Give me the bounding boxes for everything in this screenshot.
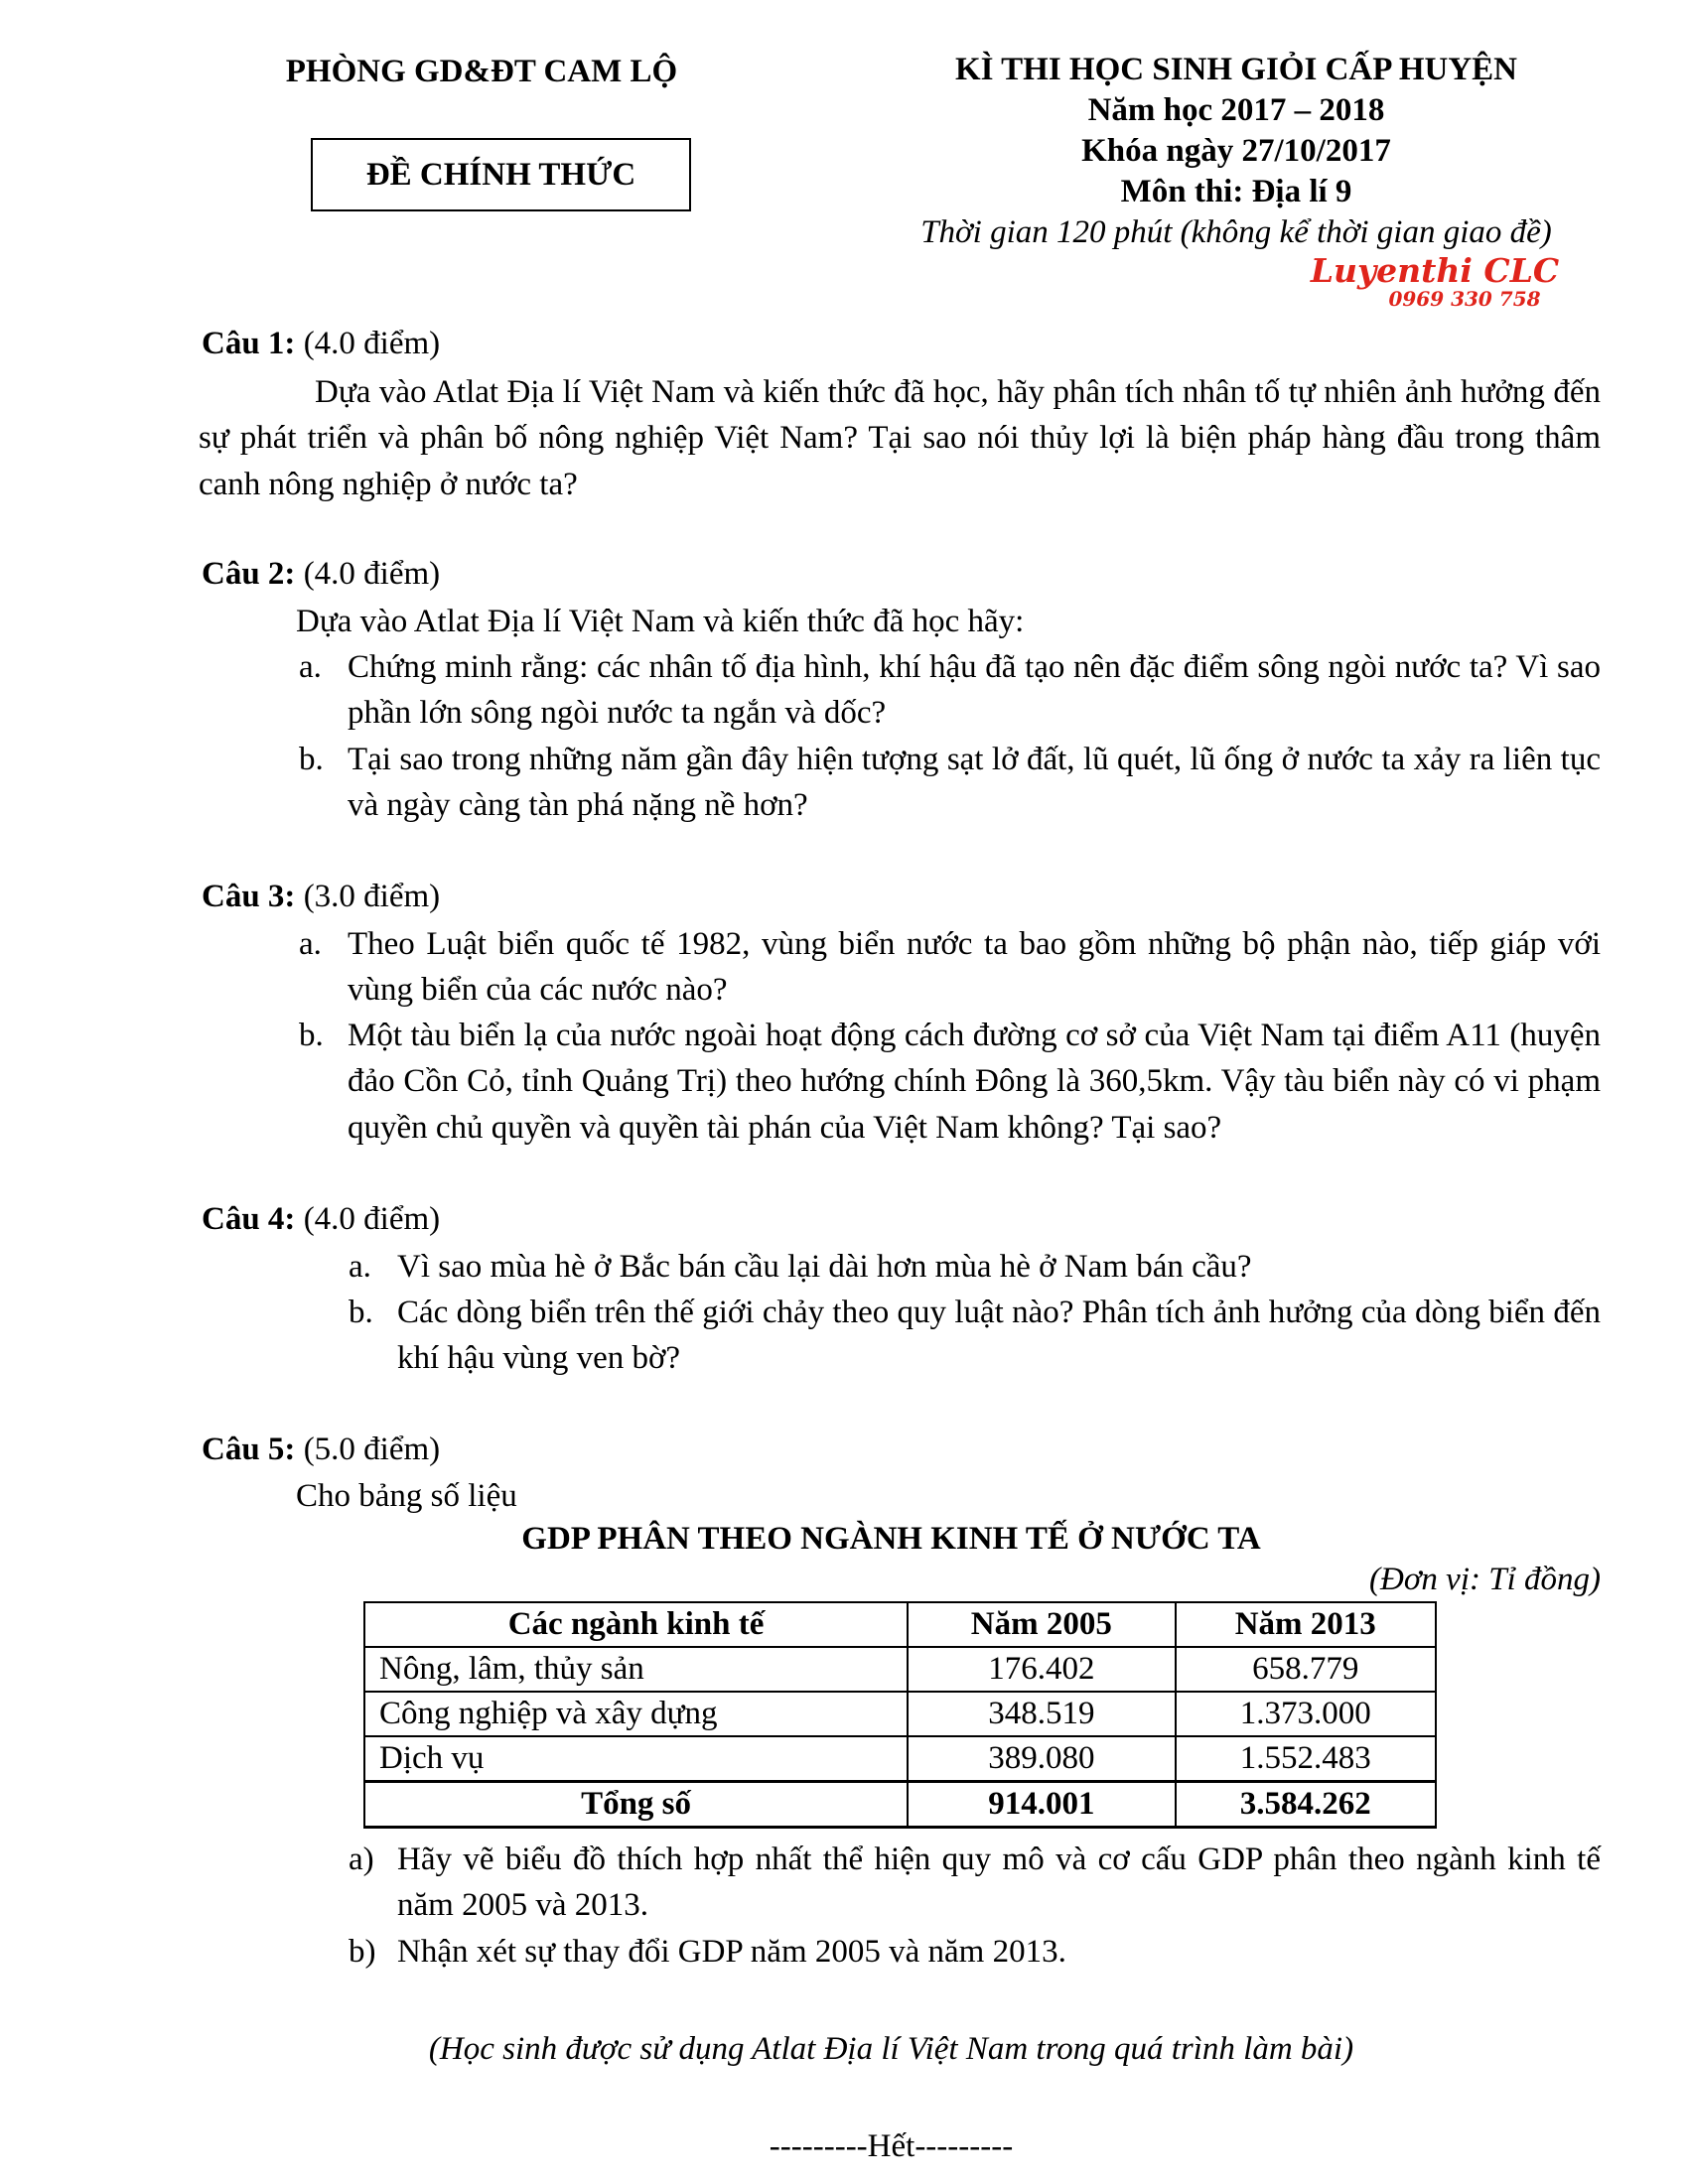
exam-header <box>874 50 1599 253</box>
item-text: Nhận xét sự thay đổi GDP năm 2005 và năm 2013. <box>397 1934 1066 1970</box>
question-1-title <box>202 321 440 366</box>
exam-date: Khóa ngày 27/10/2017 <box>1081 133 1391 169</box>
question-points: (3.0 điểm) <box>303 879 441 914</box>
item-text: Các dòng biển trên thế giới chảy theo quy luật nào? Phân tích ảnh hưởng của dòng biển đến khí hậu vùng ven bờ? <box>397 1295 1601 1377</box>
item-marker: a) <box>349 1842 374 1877</box>
question-2-item-a <box>299 644 1601 737</box>
question-4-item-b <box>349 1290 1601 1382</box>
question-5-item-b <box>349 1929 1601 1975</box>
table-row <box>364 1736 1436 1782</box>
logo-phone: 0969 330 758 <box>1388 287 1541 311</box>
question-4-item-a <box>349 1244 1601 1290</box>
item-marker: a. <box>349 1249 371 1285</box>
department-name: PHÒNG GD&ĐT CAM LỘ <box>285 54 678 89</box>
total-2005: 914.001 <box>908 1782 1175 1828</box>
question-3-item-a <box>299 921 1601 1014</box>
end-mark: ---------Hết--------- <box>769 2128 1014 2164</box>
question-points: (4.0 điểm) <box>303 556 441 592</box>
sector-name: Công nghiệp và xây dựng <box>364 1692 908 1736</box>
value-2005: 389.080 <box>908 1736 1175 1782</box>
item-marker: b. <box>349 1295 373 1330</box>
question-label: Câu 4: <box>202 1201 296 1237</box>
question-points: (4.0 điểm) <box>303 1201 441 1237</box>
column-header: Các ngành kinh tế <box>364 1602 908 1647</box>
item-text: Một tàu biển lạ của nước ngoài hoạt động cách đường cơ sở của Việt Nam tại điểm A11 (huyện đảo Cồn Cỏ, tỉnh Quảng Trị) theo hướng chính Đông là 360,5km. Vậy tàu biển này có vi phạm quyền chủ quyền và quyền tài phán của Việt Nam không? Tại sao? <box>348 1018 1601 1146</box>
logo-brand: Luyenthi CLC <box>1310 251 1560 290</box>
footer-note: (Học sinh được sử dụng Atlat Địa lí Việt Nam trong quá trình làm bài) <box>428 2031 1354 2067</box>
luyenthi-logo <box>1281 251 1589 311</box>
question-2-title <box>202 551 440 597</box>
value-2013: 1.552.483 <box>1176 1736 1436 1782</box>
total-label: Tổng số <box>364 1782 908 1828</box>
value-2005: 176.402 <box>908 1647 1175 1692</box>
table-row <box>364 1647 1436 1692</box>
official-exam-box <box>311 138 691 211</box>
question-5-title <box>202 1427 440 1472</box>
question-5-item-a <box>349 1837 1601 1929</box>
exam-duration: Thời gian 120 phút (không kể thời gian giao đề) <box>920 214 1552 250</box>
question-points: (4.0 điểm) <box>303 326 441 361</box>
table-total-row <box>364 1782 1436 1828</box>
gdp-table <box>363 1601 1437 1829</box>
item-marker: b. <box>299 742 324 777</box>
school-year: Năm học 2017 – 2018 <box>1087 92 1385 128</box>
item-text: Theo Luật biển quốc tế 1982, vùng biển nước ta bao gồm những bộ phận nào, tiếp giáp với vùng biển của các nước nào? <box>348 926 1601 1009</box>
exam-title: KÌ THI HỌC SINH GIỎI CẤP HUYỆN <box>955 52 1517 87</box>
item-text: Tại sao trong những năm gần đây hiện tượng sạt lở đất, lũ quét, lũ ống ở nước ta xảy ra liên tục và ngày càng tàn phá nặng nề hơn? <box>348 742 1601 824</box>
question-label: Câu 2: <box>202 556 296 592</box>
question-3-item-b <box>299 1013 1601 1151</box>
item-marker: b) <box>349 1934 376 1970</box>
question-1-text: Dựa vào Atlat Địa lí Việt Nam và kiến thức đã học, hãy phân tích nhân tố tự nhiên ảnh hưởng đến sự phát triển và phân bố nông nghiệp Việt Nam? Tại sao nói thủy lợi là biện pháp hàng đầu trong thâm canh nông nghiệp ở nước ta? <box>199 374 1601 502</box>
item-text: Vì sao mùa hè ở Bắc bán cầu lại dài hơn mùa hè ở Nam bán cầu? <box>397 1249 1252 1285</box>
column-header: Năm 2005 <box>908 1602 1175 1647</box>
question-3-title <box>202 874 440 919</box>
question-4-title <box>202 1196 440 1242</box>
item-marker: b. <box>299 1018 324 1053</box>
column-header: Năm 2013 <box>1176 1602 1436 1647</box>
question-label: Câu 3: <box>202 879 296 914</box>
value-2013: 658.779 <box>1176 1647 1436 1692</box>
question-points: (5.0 điểm) <box>303 1432 441 1467</box>
question-label: Câu 1: <box>202 326 296 361</box>
total-2013: 3.584.262 <box>1176 1782 1436 1828</box>
official-exam-label: ĐỀ CHÍNH THỨC <box>365 156 636 193</box>
sector-name: Nông, lâm, thủy sản <box>364 1647 908 1692</box>
item-marker: a. <box>299 926 322 962</box>
question-2-item-b <box>299 737 1601 829</box>
sector-name: Dịch vụ <box>364 1736 908 1782</box>
item-text: Chứng minh rằng: các nhân tố địa hình, khí hậu đã tạo nên đặc điểm sông ngòi nước ta? Vì sao phần lớn sông ngòi nước ta ngắn và dốc? <box>348 649 1601 732</box>
value-2005: 348.519 <box>908 1692 1175 1736</box>
item-marker: a. <box>299 649 322 685</box>
table-row <box>364 1692 1436 1736</box>
exam-subject: Môn thi: Địa lí 9 <box>1120 174 1352 209</box>
item-text: Hãy vẽ biểu đồ thích hợp nhất thể hiện quy mô và cơ cấu GDP phân theo ngành kinh tế năm 2005 và 2013. <box>397 1842 1601 1924</box>
value-2013: 1.373.000 <box>1176 1692 1436 1736</box>
table-unit: (Đơn vị: Tỉ đồng) <box>1369 1562 1601 1597</box>
table-header-row <box>364 1602 1436 1647</box>
question-label: Câu 5: <box>202 1432 296 1467</box>
table-title: GDP PHÂN THEO NGÀNH KINH TẾ Ở NƯỚC TA <box>521 1521 1261 1557</box>
question-5-intro: Cho bảng số liệu <box>296 1478 517 1514</box>
question-2-intro: Dựa vào Atlat Địa lí Việt Nam và kiến thức đã học hãy: <box>296 604 1025 639</box>
